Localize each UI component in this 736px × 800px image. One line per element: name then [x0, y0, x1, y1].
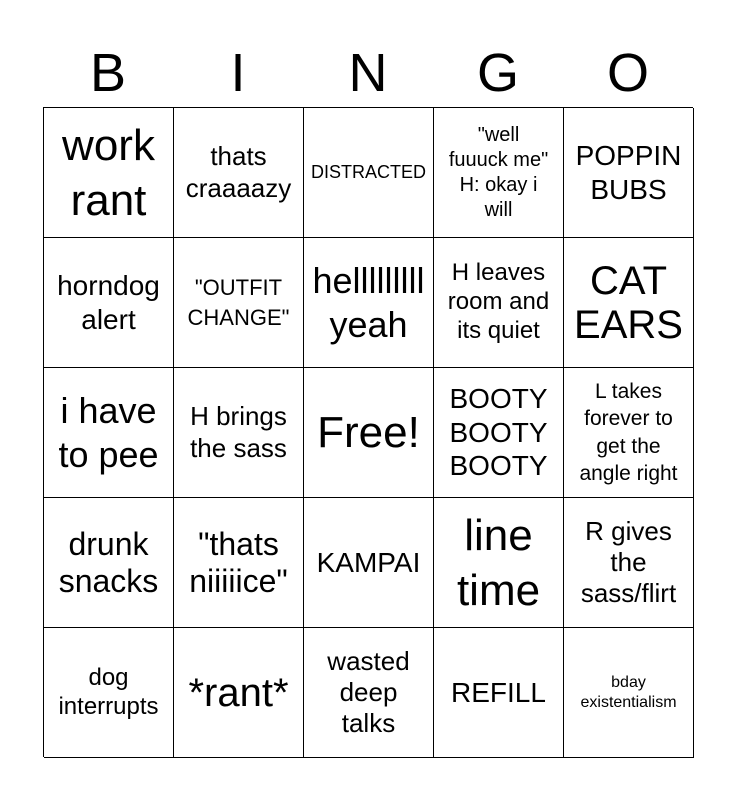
bingo-cell[interactable]: wasted deep talks	[304, 628, 434, 758]
header-letter-b: B	[89, 43, 127, 103]
bingo-cell[interactable]: POPPIN BUBS	[564, 108, 694, 238]
bingo-cell[interactable]: DISTRACTED	[304, 108, 434, 238]
free-space[interactable]: Free!	[304, 368, 434, 498]
bingo-cell[interactable]: L takes forever to get the angle right	[564, 368, 694, 498]
bingo-cell[interactable]: "well fuuuck me" H: okay i will	[434, 108, 564, 238]
bingo-cell[interactable]: H brings the sass	[174, 368, 304, 498]
bingo-cell[interactable]: "OUTFIT CHANGE"	[174, 238, 304, 368]
bingo-cell[interactable]: line time	[434, 498, 564, 628]
bingo-cell[interactable]: KAMPAI	[304, 498, 434, 628]
bingo-cell[interactable]: work rant	[44, 108, 174, 238]
bingo-cell[interactable]: dog interrupts	[44, 628, 174, 758]
header-letter-o: O	[606, 43, 649, 103]
bingo-cell[interactable]: CAT EARS	[564, 238, 694, 368]
header-letter-g: G	[476, 43, 519, 103]
bingo-cell[interactable]: i have to pee	[44, 368, 174, 498]
bingo-cell[interactable]: thats craaaazy	[174, 108, 304, 238]
bingo-board	[43, 107, 693, 757]
bingo-cell[interactable]: *rant*	[174, 628, 304, 758]
bingo-cell[interactable]: helllllllll yeah	[304, 238, 434, 368]
bingo-cell[interactable]: horndog alert	[44, 238, 174, 368]
bingo-cell[interactable]: drunk snacks	[44, 498, 174, 628]
header-letter-i: I	[230, 43, 246, 103]
bingo-cell[interactable]: H leaves room and its quiet	[434, 238, 564, 368]
bingo-cell[interactable]: "thats niiiiice"	[174, 498, 304, 628]
bingo-cell[interactable]: REFILL	[434, 628, 564, 758]
bingo-cell[interactable]: BOOTY BOOTY BOOTY	[434, 368, 564, 498]
bingo-cell[interactable]: R gives the sass/flirt	[564, 498, 694, 628]
header-letter-n: N	[348, 43, 388, 103]
bingo-header	[43, 38, 693, 108]
bingo-cell[interactable]: bday existentialism	[564, 628, 694, 758]
